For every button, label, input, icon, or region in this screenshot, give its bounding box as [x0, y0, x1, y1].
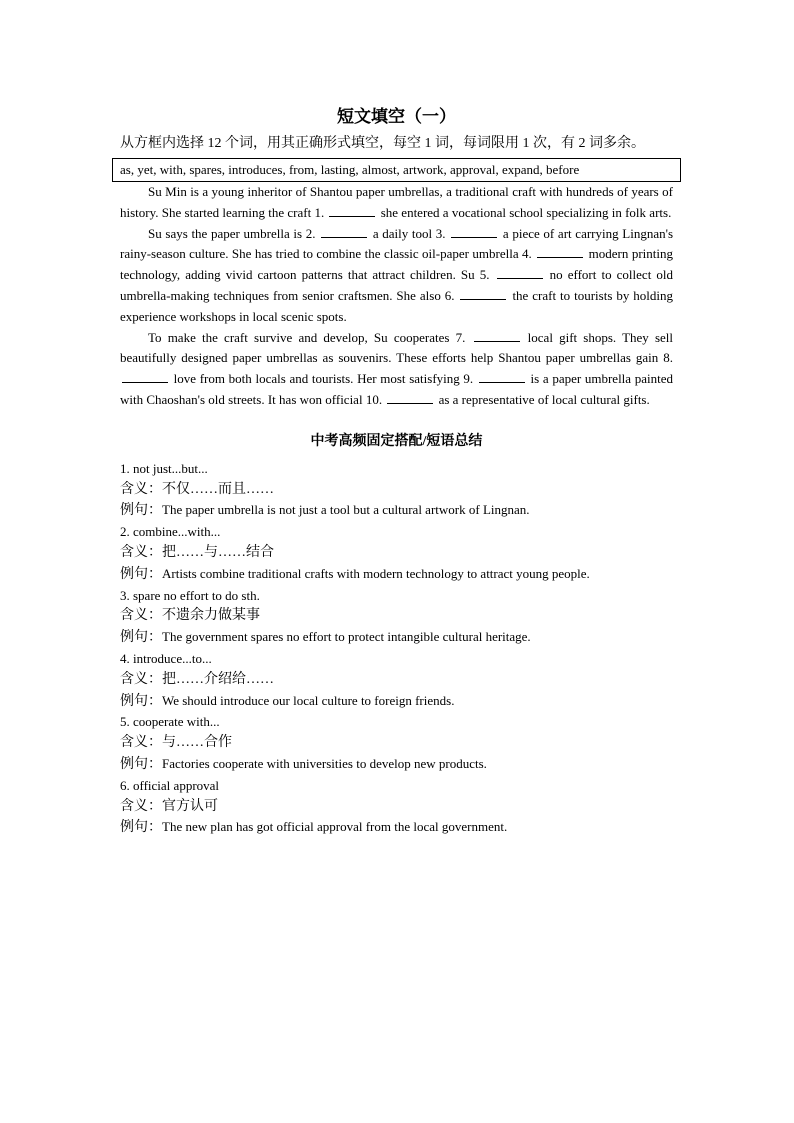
phrase-head: 6. official approval	[120, 777, 220, 793]
example-label: 例句：	[120, 693, 162, 709]
meaning-label: 含义：	[120, 544, 162, 560]
phrase-item	[120, 712, 673, 775]
passage-text: modern printing technology, adding vivid cartoon patterns that attract children. Su 5.	[120, 246, 673, 283]
passage-text: local gift shops. They sell beautifully designed paper umbrellas as souvenirs. These efforts help Shantou paper umbrellas gain 8.	[120, 329, 674, 366]
meaning-label: 含义：	[120, 481, 162, 497]
phrase-meaning-line	[120, 733, 673, 754]
phrase-meaning-line	[120, 606, 673, 627]
blank-10[interactable]	[387, 391, 433, 404]
passage-paragraph-1	[120, 182, 673, 224]
phrase-head: 3. spare no effort to do sth.	[120, 587, 260, 603]
blank-6[interactable]	[460, 287, 506, 300]
passage-text: is a paper umbrella painted with Chaoshan's old streets. It has won official 10.	[120, 371, 673, 407]
phrase-head: 1. not just...but...	[120, 460, 208, 476]
phrases-list	[120, 459, 673, 839]
phrase-item	[120, 776, 673, 839]
phrase-example-line	[120, 564, 673, 586]
phrase-head: 5. cooperate with...	[120, 714, 220, 730]
phrase-example: We should introduce our local culture to foreign friends.	[162, 692, 455, 708]
phrase-meaning: 把……介绍给……	[162, 671, 274, 687]
passage-text: To make the craft survive and develop, Su cooperates 7.	[148, 329, 466, 345]
passage-paragraph-3	[120, 328, 673, 411]
example-label: 例句：	[120, 503, 162, 519]
blank-9[interactable]	[479, 370, 525, 383]
blank-8[interactable]	[122, 370, 168, 383]
passage-paragraph-2	[120, 224, 673, 328]
example-label: 例句：	[120, 756, 162, 772]
phrase-example: Factories cooperate with universities to develop new products.	[162, 755, 487, 771]
phrase-meaning-line	[120, 797, 673, 818]
phrase-example-line	[120, 500, 673, 522]
word-box: as, yet, with, spares, introduces, from, lasting, almost, artwork, approval, expand, before	[112, 158, 681, 182]
phrase-meaning: 不仅……而且……	[162, 481, 274, 497]
passage-text: as a representative of local cultural gifts.	[438, 391, 650, 407]
blank-5[interactable]	[497, 266, 543, 279]
blank-1[interactable]	[329, 204, 375, 217]
phrases-section-title: 中考高频固定搭配/短语总结	[310, 433, 483, 449]
phrase-meaning: 与……合作	[162, 735, 232, 751]
phrase-example-line	[120, 754, 673, 776]
example-label: 例句：	[120, 566, 162, 582]
passage-text: love from both locals and tourists. Her most satisfying 9.	[173, 371, 474, 387]
blank-4[interactable]	[537, 245, 583, 258]
meaning-label: 含义：	[120, 671, 162, 687]
phrase-example-line	[120, 817, 673, 839]
passage-text: the craft to tourists by holding experience workshops in local scenic spots.	[120, 287, 674, 324]
blank-2[interactable]	[321, 225, 367, 238]
phrase-meaning-line	[120, 670, 673, 691]
example-label: 例句：	[120, 630, 162, 646]
phrase-meaning: 把……与……结合	[162, 544, 274, 560]
passage-text: a daily tool 3.	[372, 225, 446, 241]
passage-text: no effort to collect old umbrella-making techniques from senior craftsmen. She also 6.	[120, 267, 674, 303]
phrase-example: Artists combine traditional crafts with modern technology to attract young people.	[162, 565, 590, 581]
meaning-label: 含义：	[120, 798, 162, 814]
example-label: 例句：	[120, 820, 162, 836]
phrase-example: The paper umbrella is not just a tool but a cultural artwork of Lingnan.	[162, 502, 530, 518]
passage-text: Su says the paper umbrella is 2.	[148, 225, 316, 241]
page-title: 短文填空（一）	[337, 107, 456, 126]
instruction-text: 从方框内选择 12 个词，用其正确形式填空，每空 1 词，每词限用 1 次，有 2 词多余。	[120, 136, 645, 151]
phrase-meaning: 官方认可	[162, 798, 218, 814]
phrase-meaning-line	[120, 480, 673, 501]
blank-7[interactable]	[474, 329, 520, 342]
meaning-label: 含义：	[120, 735, 162, 751]
phrase-example-line	[120, 627, 673, 649]
passage-text: Su Min is a young inheritor of Shantou paper umbrellas, a traditional craft with hundreds of years of history. She started learning the craft 1.	[120, 184, 673, 220]
document-page	[120, 104, 673, 839]
passage-text: a piece of art carrying Lingnan's rainy-season culture. She has tried to combine the classic oil-paper umbrella 4.	[120, 225, 673, 262]
blank-3[interactable]	[451, 225, 497, 238]
phrase-head: 2. combine...with...	[120, 524, 221, 540]
phrase-example: The new plan has got official approval from the local government.	[162, 819, 508, 835]
phrase-item	[120, 586, 673, 649]
phrase-meaning-line	[120, 543, 673, 564]
phrase-item	[120, 649, 673, 712]
meaning-label: 含义：	[120, 608, 162, 624]
phrase-head: 4. introduce...to...	[120, 650, 212, 666]
phrase-example-line	[120, 691, 673, 713]
phrase-meaning: 不遗余力做某事	[162, 608, 260, 624]
phrase-item	[120, 459, 673, 522]
phrase-example: The government spares no effort to protect intangible cultural heritage.	[162, 629, 531, 645]
phrase-item	[120, 522, 673, 585]
passage-text: she entered a vocational school specializing in folk arts.	[380, 204, 672, 220]
passage	[120, 182, 673, 411]
